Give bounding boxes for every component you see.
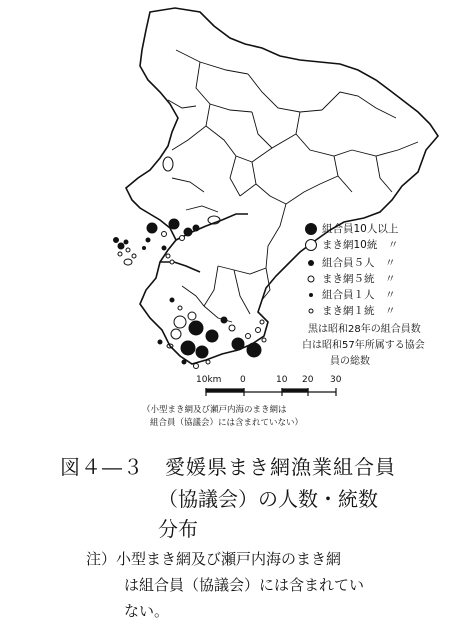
legend-label: まき網10統 〃	[322, 239, 399, 251]
medium-open-circle-icon	[304, 272, 318, 286]
scale-tick-label: 10	[276, 375, 288, 385]
scale-tick-label: 30	[330, 375, 342, 385]
legend-note-line: 黒は昭和28年の組合員数	[308, 324, 421, 335]
islands	[124, 157, 220, 348]
legend-item	[322, 288, 396, 302]
scale-bar	[206, 388, 336, 396]
scale-tick-label: 20	[302, 375, 314, 385]
legend-label: 組合員１人 〃	[322, 289, 396, 301]
footnote-line: ない。	[124, 602, 170, 620]
large-filled-circle-icon	[304, 222, 318, 236]
legend-item	[322, 304, 396, 318]
legend-label: 組合員10人以上	[322, 223, 399, 235]
legend-note-line: 員の総数	[330, 356, 370, 367]
legend-label: まき網１統 〃	[322, 305, 396, 317]
figure-title: 図４―３ 愛媛県まき網漁業組合員	[60, 455, 396, 479]
markers	[114, 219, 267, 369]
legend-item	[322, 222, 398, 236]
scale-tick-label: 0	[240, 375, 246, 385]
legend-note-line: 白は昭和57年所属する協会	[302, 340, 425, 351]
map-note-line: （小型まき網及び瀬戸内海のまき網は	[142, 405, 287, 415]
legend-label: 組合員５人 〃	[322, 257, 396, 269]
legend-item	[322, 238, 398, 252]
scale-unit-label: 10km	[196, 375, 222, 385]
medium-filled-circle-icon	[304, 256, 318, 270]
figure-title-continued: （協議会）の人数・統数	[158, 487, 378, 511]
small-filled-circle-icon	[304, 288, 318, 302]
large-open-circle-icon	[304, 238, 318, 252]
legend-label: まき網５統 〃	[322, 273, 396, 285]
footnote-line: は組合員（協議会）には含まれてい	[124, 576, 365, 594]
legend-item	[322, 272, 396, 286]
legend-item	[322, 256, 396, 270]
figure-title-continued: 分布	[158, 517, 198, 541]
footnote-line: 注）小型まき網及び瀬戸内海のまき網	[86, 550, 342, 568]
map-note-line: 組合員（協議会）には含まれていない）	[150, 418, 304, 428]
small-open-circle-icon	[304, 304, 318, 318]
